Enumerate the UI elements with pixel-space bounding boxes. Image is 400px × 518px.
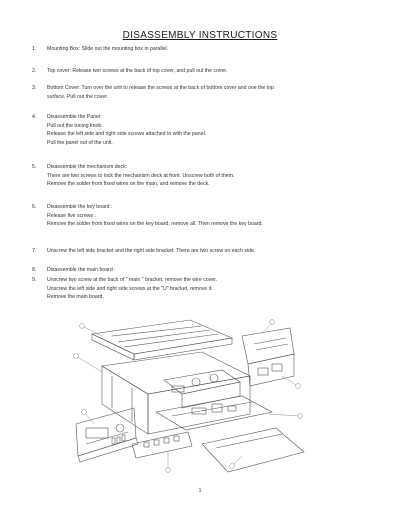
step-line: Pull the panel out of the unit.	[47, 139, 113, 146]
step-line: Mounting Box: Slide out the mounting box in parallel.	[47, 46, 169, 52]
step-number: 4.	[32, 114, 37, 120]
page-title: DISASSEMBLY INSTRUCTIONS	[122, 30, 278, 41]
step-line: Release five screws .	[47, 212, 97, 219]
step-line: Disassemble the key board :	[47, 204, 113, 210]
step-line: Release the left side and right side screws attached to with the panel.	[47, 131, 207, 138]
step-line: Unscrew two screw at the back of " main " bracket, remove the wire cover.	[47, 277, 218, 283]
step-line: Unscrew the left side and right side screws at the "U" bracket, remove it.	[47, 285, 213, 292]
exploded-view-diagram	[72, 316, 308, 484]
step-line: There are two screws to lock the mechanism deck at front. Unscrew both of them.	[47, 172, 235, 179]
chassis-part	[102, 352, 250, 434]
step-number: 6.	[32, 204, 37, 210]
front-panel-part	[76, 408, 138, 462]
step-number: 3.	[32, 85, 37, 91]
step-line: Disassemble the Panel:	[47, 114, 102, 120]
step-line: Top cover: Release two screws at the back of top cover, and pull out the cover.	[47, 68, 228, 74]
step-line: Remove the solder from fixed wires on the main, and remove the deck.	[47, 181, 210, 188]
key-board-part	[132, 432, 192, 458]
step-line: surface. Pull out the cover.	[47, 93, 109, 100]
step-line: Unscrew the left side bracket and the right side bracket. There are two screw on each side.	[47, 248, 256, 254]
step-line: Disassemble the main board :	[47, 267, 116, 273]
step-line: Remove the main board.	[47, 294, 104, 301]
step-number: 1.	[32, 46, 37, 52]
step-line: Disassemble the mechanism deck:	[47, 164, 128, 170]
step-line: Pull out the tuning knob.	[47, 122, 103, 129]
mechanism-deck-part	[164, 370, 240, 408]
step-number: 5.	[32, 164, 37, 170]
step-line: Bottom Cover: Turn over the unit to release the screws at the back of bottom cover and one the top	[47, 85, 274, 91]
step-number: 8.	[32, 267, 37, 273]
callout-lines	[76, 322, 300, 470]
step-number: 7.	[32, 248, 37, 254]
top-cover-part	[92, 320, 232, 360]
main-board-part	[156, 396, 272, 430]
step-number: 2.	[32, 68, 37, 74]
step-number: 9.	[32, 277, 37, 283]
page-number: 1	[198, 488, 202, 494]
bottom-cover-part	[202, 428, 304, 472]
callout-circles	[74, 320, 303, 473]
step-line: Remove the solder from fixed wires on the key board, remove all. Then remove the key board.	[47, 221, 263, 228]
